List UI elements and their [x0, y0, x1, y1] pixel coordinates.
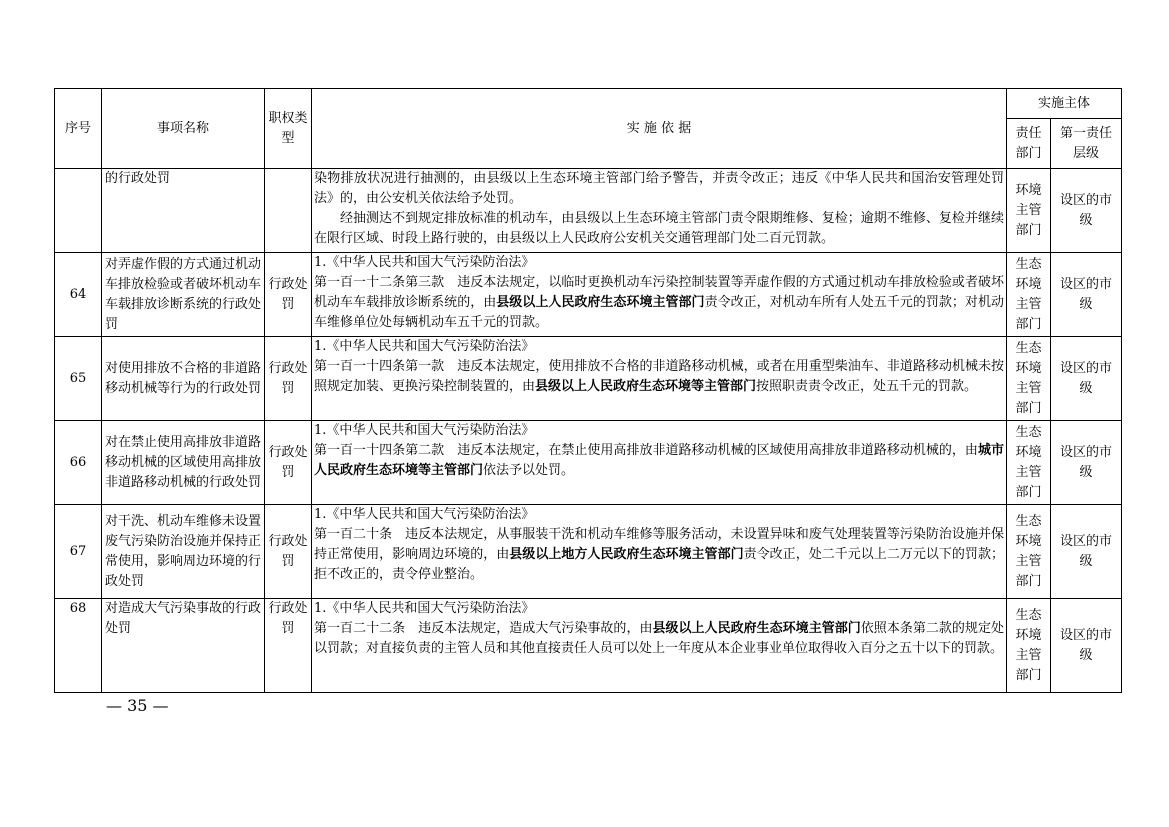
row-name: 对使用排放不合格的非道路移动机械等行为的行政处罚: [102, 337, 265, 421]
row-no: 68: [55, 599, 102, 693]
row-basis: 染物排放状况进行抽测的，由县级以上生态环境主管部门给予警告，并责令改正；违反《中华人民共和国治安管理处罚法》的，由公安机关依法给予处罚。 经抽测达不到规定排放标准的机动车，由县级以上生态环境主管部门责令限期维修、复检；逾期不维修、复检并继续在限行区域、时段上路行驶的，由县级以上人民政府公安机关交通管理部门处二百元罚款。: [312, 169, 1007, 253]
table-row: [55, 337, 1122, 421]
responsible-org: 县级以上人民政府生态环境主管部门: [652, 621, 861, 636]
header-implementer: 实施主体: [1007, 89, 1122, 119]
row-no: 64: [55, 253, 102, 337]
row-level: 设区的市级: [1051, 421, 1122, 505]
row-dept: 生态环境主管部门: [1007, 253, 1051, 337]
row-name: 对弄虚作假的方式通过机动车排放检验或者破坏机动车车载排放诊断系统的行政处罚: [102, 253, 265, 337]
row-dept: 环境主管部门: [1007, 169, 1051, 253]
row-dept: 生态环境主管部门: [1007, 421, 1051, 505]
row-name: 的行政处罚: [102, 169, 265, 253]
responsible-org: 县级以上人民政府生态环境主管部门: [496, 295, 705, 310]
header-item-name: 事项名称: [102, 89, 265, 169]
row-basis: 1.《中华人民共和国大气污染防治法》 第一百一十四条第二款 违反本法规定，在禁止使用高排放非道路移动机械的区域使用高排放非道路移动机械的，由城市人民政府生态环境等主管部门依法予以处罚。: [312, 421, 1007, 505]
responsible-org: 县级以上地方人民政府生态环境主管部门: [509, 547, 744, 562]
row-level: 设区的市级: [1051, 169, 1122, 253]
row-no: 67: [55, 505, 102, 599]
table-row: [55, 599, 1122, 693]
table-row: [55, 253, 1122, 337]
header-power-type: 职权类型: [265, 89, 312, 169]
row-basis: 1.《中华人民共和国大气污染防治法》 第一百二十条 违反本法规定，从事服装干洗和机动车维修等服务活动，未设置异味和废气处理装置等污染防治设施并保持正常使用，影响周边环境的，由县级以上地方人民政府生态环境主管部门责令改正，处二千元以上二万元以下的罚款；拒不改正的，责令停业整治。: [312, 505, 1007, 599]
row-dept: 生态环境主管部门: [1007, 337, 1051, 421]
header-responsible-dept: 责任部门: [1007, 119, 1051, 169]
header-seq: 序号: [55, 89, 102, 169]
table-row-continued: [55, 169, 1122, 253]
page-number: — 35 —: [106, 696, 169, 715]
row-no: [55, 169, 102, 253]
header-basis: 实 施 依 据: [312, 89, 1007, 169]
row-type: 行政处罚: [265, 505, 312, 599]
row-no: 66: [55, 421, 102, 505]
table-row: [55, 421, 1122, 505]
row-type: [265, 169, 312, 253]
header-first-level: 第一责任层级: [1051, 119, 1122, 169]
row-dept: 生态环境主管部门: [1007, 599, 1051, 693]
row-name: 对在禁止使用高排放非道路移动机械的区域使用高排放非道路移动机械的行政处罚: [102, 421, 265, 505]
row-type: 行政处罚: [265, 421, 312, 505]
row-level: 设区的市级: [1051, 337, 1122, 421]
row-level: 设区的市级: [1051, 253, 1122, 337]
row-dept: 生态环境主管部门: [1007, 505, 1051, 599]
header-row: [55, 89, 1122, 119]
row-level: 设区的市级: [1051, 599, 1122, 693]
row-basis: 1.《中华人民共和国大气污染防治法》 第一百一十二条第三款 违反本法规定，以临时更换机动车污染控制装置等弄虚作假的方式通过机动车排放检验或者破坏机动车车载排放诊断系统的，由县级以上人民政府生态环境主管部门责令改正，对机动车所有人处五千元的罚款；对机动车维修单位处每辆机动车五千元的罚款。: [312, 253, 1007, 337]
row-type: 行政处罚: [265, 599, 312, 693]
table-row: [55, 505, 1122, 599]
enforcement-table: [54, 88, 1122, 693]
row-name: 对造成大气污染事故的行政处罚: [102, 599, 265, 693]
row-type: 行政处罚: [265, 337, 312, 421]
responsible-org: 城市人民政府生态环境等主管部门: [314, 443, 1004, 478]
row-level: 设区的市级: [1051, 505, 1122, 599]
row-type: 行政处罚: [265, 253, 312, 337]
row-name: 对干洗、机动车维修未设置废气污染防治设施并保持正常使用，影响周边环境的行政处罚: [102, 505, 265, 599]
row-basis: 1.《中华人民共和国大气污染防治法》 第一百一十四条第一款 违反本法规定，使用排放不合格的非道路移动机械，或者在用重型柴油车、非道路移动机械未按照规定加装、更换污染控制装置的，由县级以上人民政府生态环境等主管部门按照职责责令改正，处五千元的罚款。: [312, 337, 1007, 421]
row-basis: 1.《中华人民共和国大气污染防治法》 第一百二十二条 违反本法规定，造成大气污染事故的，由县级以上人民政府生态环境主管部门依照本条第二款的规定处以罚款；对直接负责的主管人员和其他直接责任人员可以处上一年度从本企业事业单位取得收入百分之五十以下的罚款。: [312, 599, 1007, 693]
row-no: 65: [55, 337, 102, 421]
responsible-org: 县级以上人民政府生态环境等主管部门: [535, 379, 757, 394]
